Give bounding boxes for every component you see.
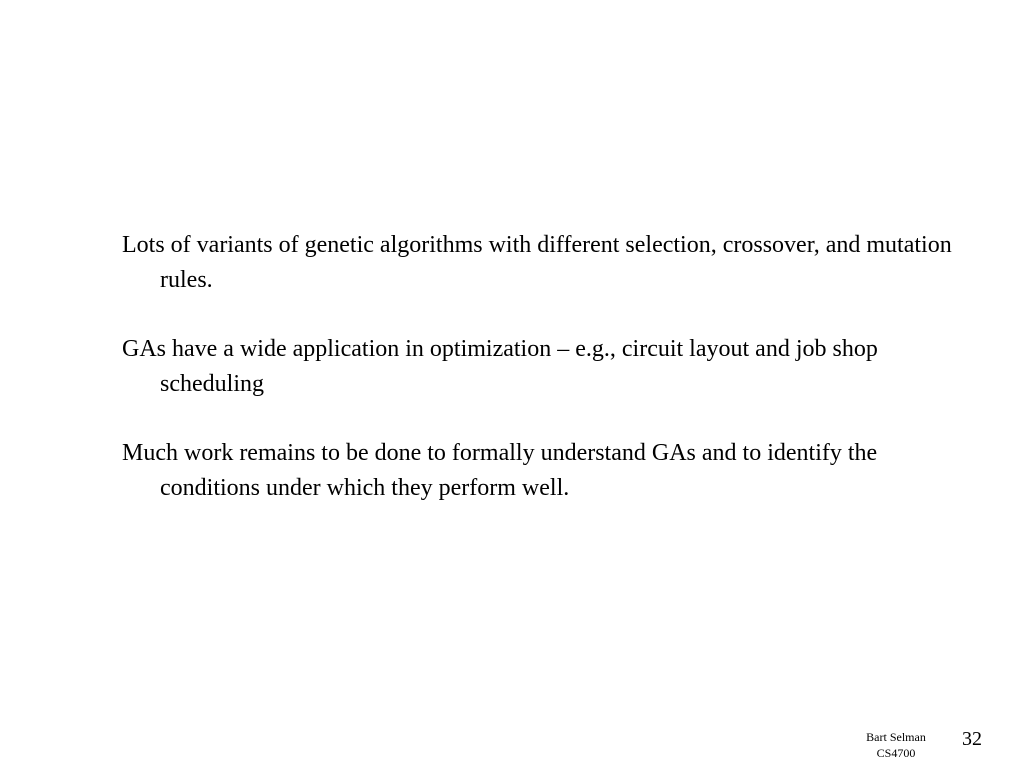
footer-author-name: Bart Selman — [866, 730, 926, 744]
paragraph-variants: Lots of variants of genetic algorithms with different selection, crossover, and mutation rules. — [122, 232, 952, 293]
slide-body — [122, 228, 972, 540]
footer-course-code: CS4700 — [876, 746, 916, 760]
footer-author-block — [846, 729, 946, 761]
page-number: 32 — [962, 728, 982, 750]
paragraph-future-work: Much work remains to be done to formally understand GAs and to identify the conditions under which they perform well. — [122, 440, 878, 501]
paragraph-applications: GAs have a wide application in optimization – e.g., circuit layout and job shop scheduling — [122, 336, 878, 397]
